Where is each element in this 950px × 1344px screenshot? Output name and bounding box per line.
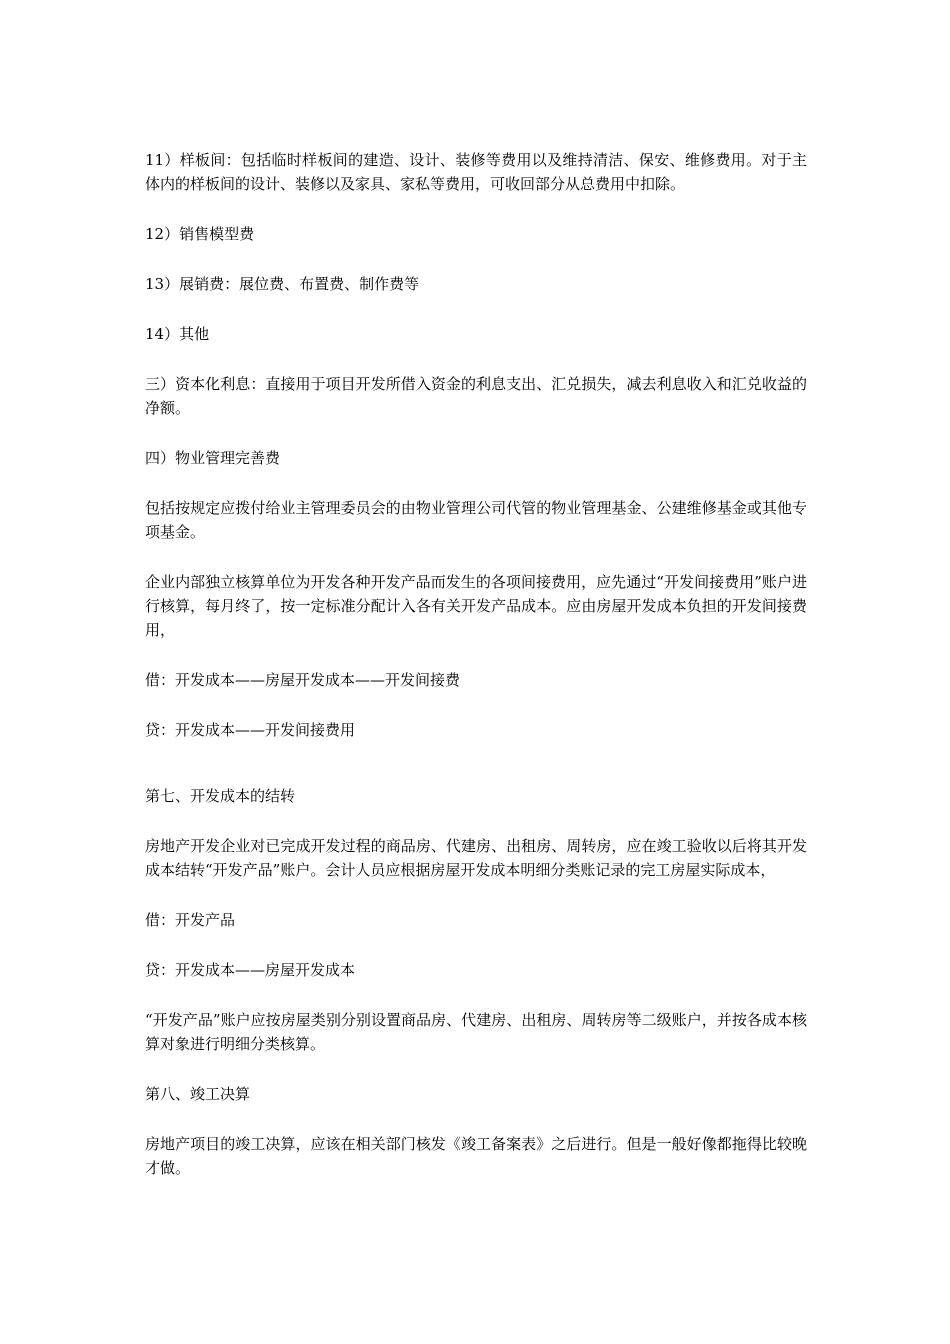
paragraph-capitalized-interest: 三）资本化利息：直接用于项目开发所借入资金的利息支出、汇兑损失，减去利息收入和汇兑收益的净额。 bbox=[145, 375, 807, 417]
paragraph-property-fee-heading: 四）物业管理完善费 bbox=[145, 449, 281, 467]
paragraph-property-fee-detail: 包括按规定应拨付给业主管理委员会的由物业管理公司代管的物业管理基金、公建维修基金或其他专项基金。 bbox=[145, 499, 807, 541]
paragraph-credit-entry-1: 贷：开发成本——开发间接费用 bbox=[145, 721, 356, 739]
paragraph-final-accounts: 房地产项目的竣工决算，应该在相关部门核发《竣工备案表》之后进行。但是一般好像都拖得比较晚才做。 bbox=[145, 1135, 807, 1177]
section-heading-eight: 第八、竣工决算 bbox=[145, 1085, 251, 1103]
section-heading-seven: 第七、开发成本的结转 bbox=[145, 787, 296, 805]
paragraph-indirect-costs: 企业内部独立核算单位为开发各种开发产品而发生的各项间接费用，应先通过“开发间接费用”账户进行核算，每月终了，按一定标准分配计入各有关开发产品成本。应由房屋开发成本负担的开发间接费用， bbox=[145, 573, 807, 639]
document-body bbox=[145, 148, 807, 1206]
paragraph-debit-entry-2: 借：开发产品 bbox=[145, 911, 236, 929]
paragraph-debit-entry-1: 借：开发成本——房屋开发成本——开发间接费 bbox=[145, 671, 461, 689]
paragraph-product-accounts: “开发产品”账户应按房屋类别分别设置商品房、代建房、出租房、周转房等二级账户，并按各成本核算对象进行明细分类核算。 bbox=[145, 1011, 807, 1053]
paragraph-credit-entry-2: 贷：开发成本——房屋开发成本 bbox=[145, 961, 356, 979]
paragraph-sales-model: 12）销售模型费 bbox=[145, 225, 255, 243]
paragraph-cost-transfer: 房地产开发企业对已完成开发过程的商品房、代建房、出租房、周转房，应在竣工验收以后将其开发成本结转“开发产品”账户。会计人员应根据房屋开发成本明细分类账记录的完工房屋实际成本， bbox=[145, 837, 807, 879]
paragraph-exhibition: 13）展销费：展位费、布置费、制作费等 bbox=[145, 275, 420, 293]
paragraph-sample-room: 11）样板间：包括临时样板间的建造、设计、装修等费用以及维持清洁、保安、维修费用。对于主体内的样板间的设计、装修以及家具、家私等费用，可收回部分从总费用中扣除。 bbox=[145, 151, 807, 193]
paragraph-other: 14）其他 bbox=[145, 325, 210, 343]
